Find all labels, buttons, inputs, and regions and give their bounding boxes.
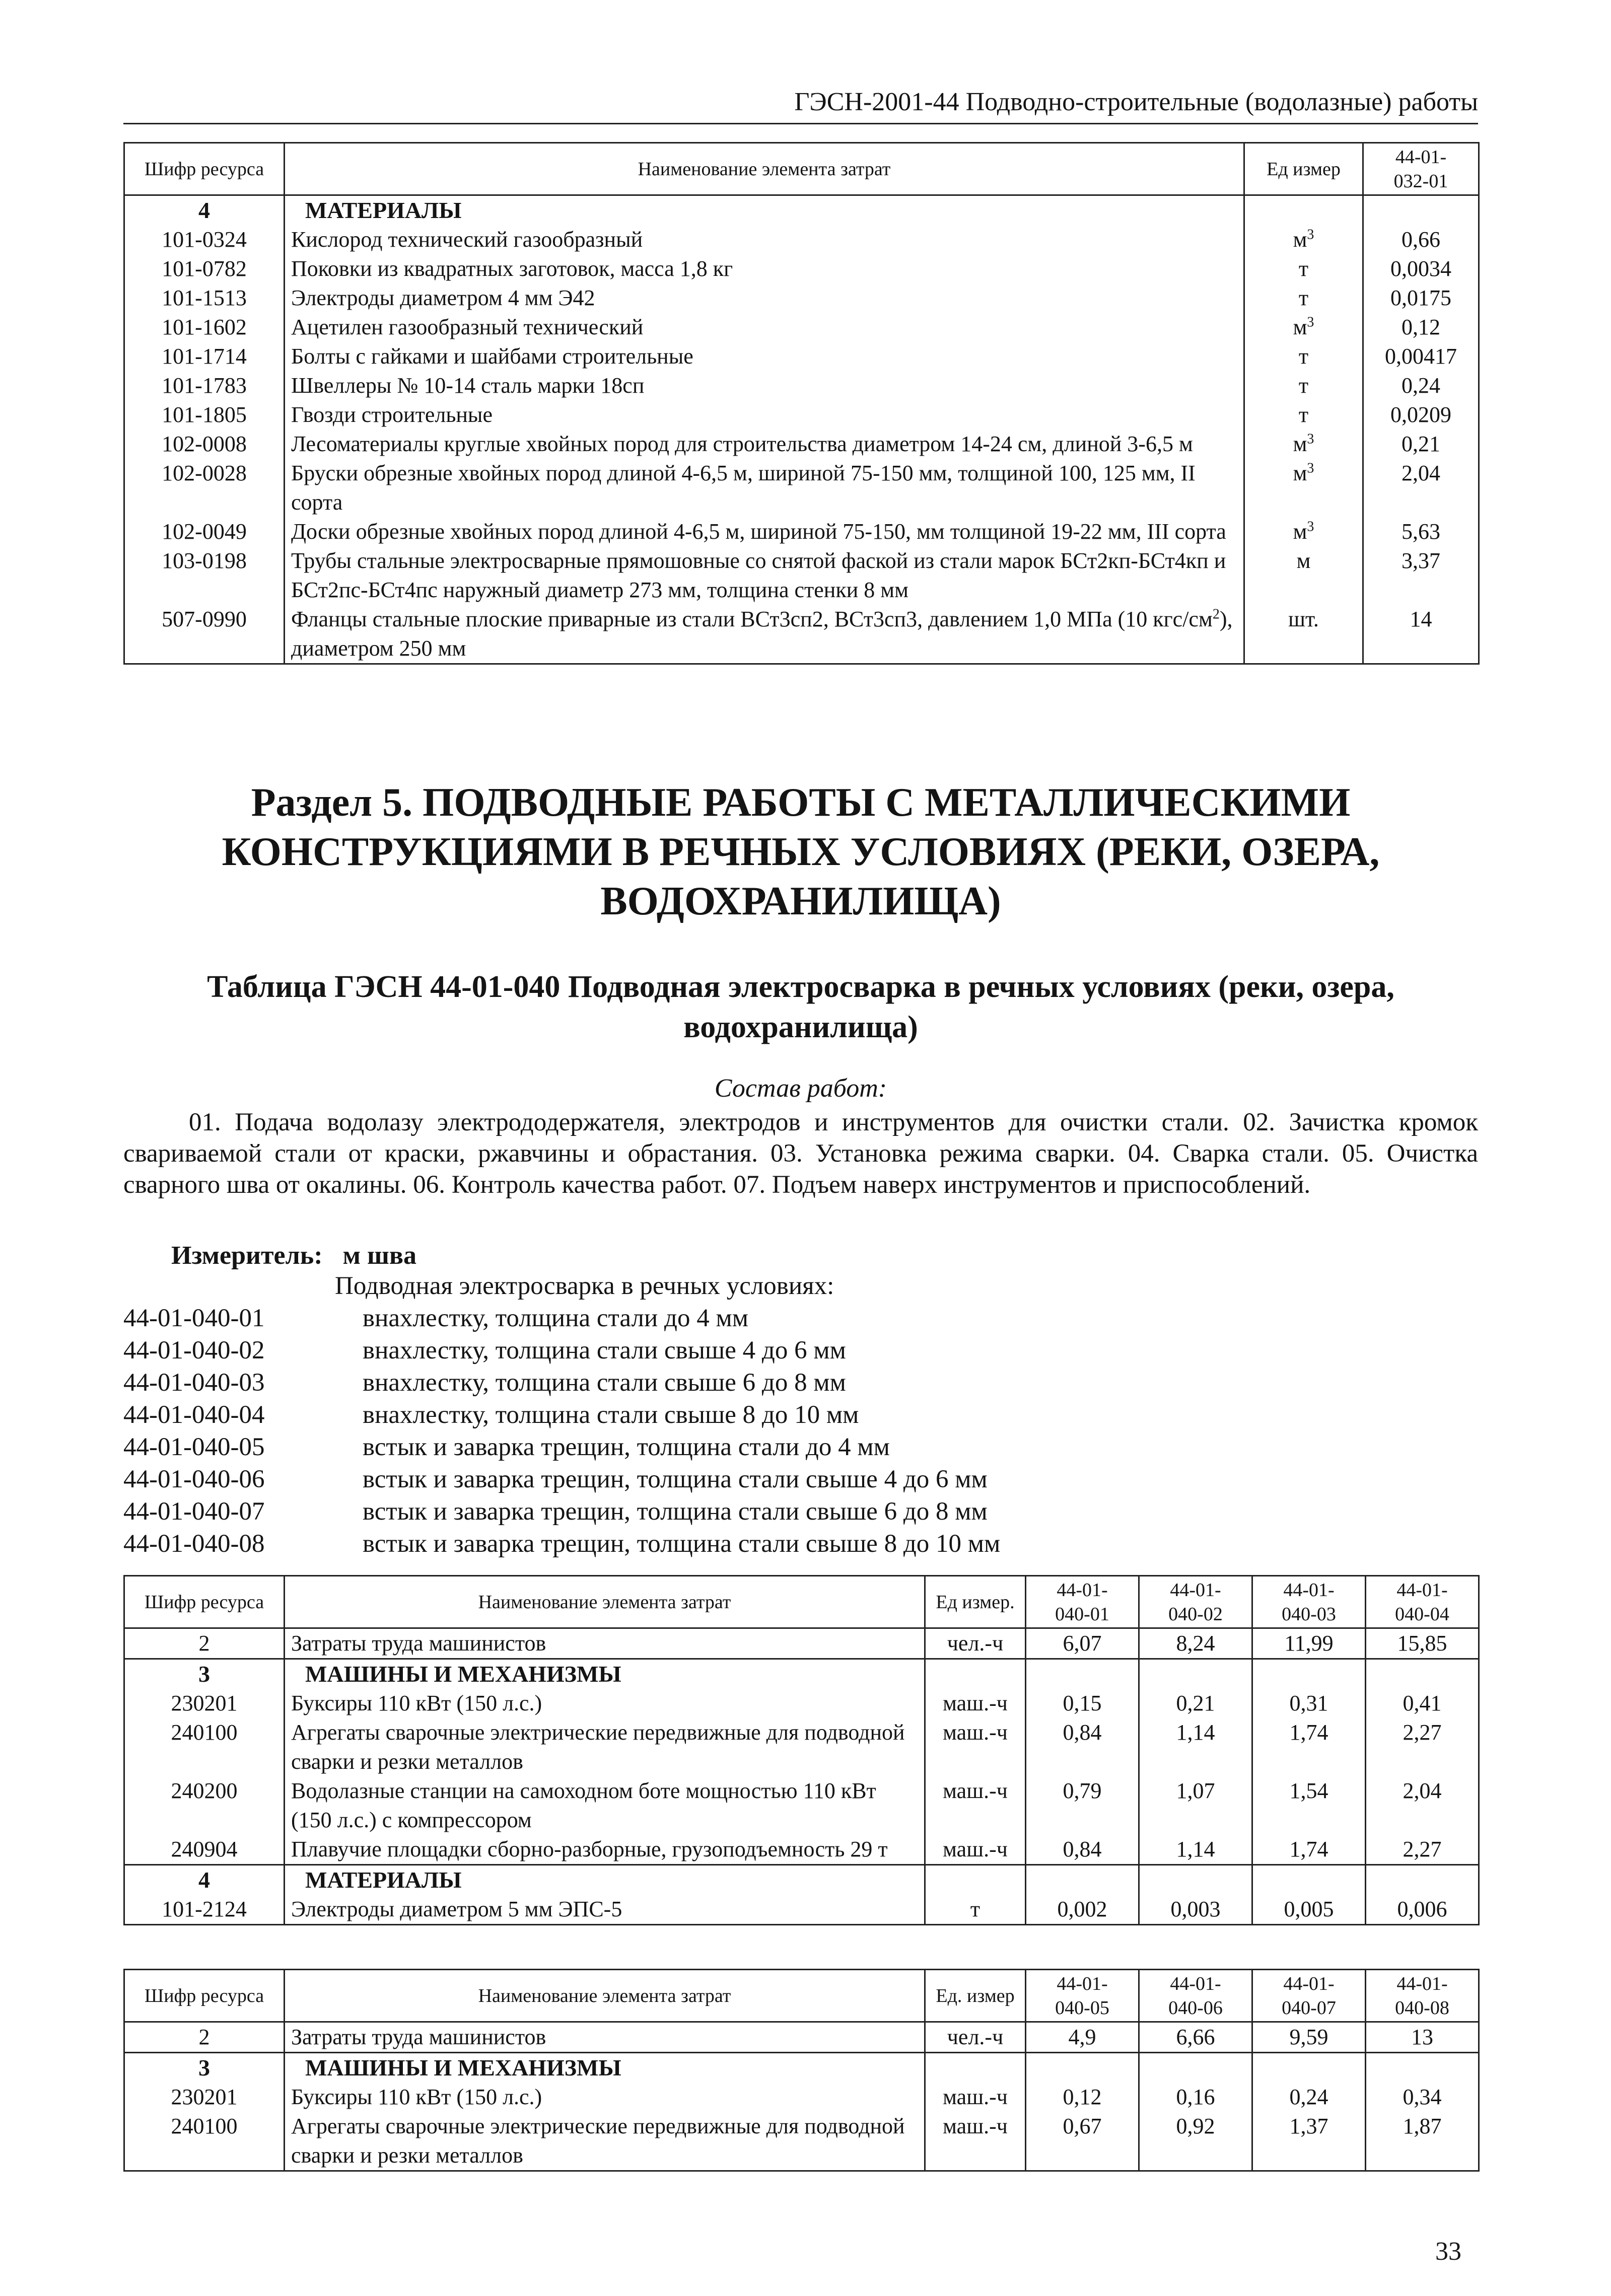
section-title: МАШИНЫ И МЕХАНИЗМЫ bbox=[285, 2053, 925, 2083]
cost-element-name: Агрегаты сварочные электрические передвижные для подводной сварки и резки металлов bbox=[285, 1718, 925, 1776]
table-row bbox=[124, 429, 1479, 459]
measure-label: Измеритель: bbox=[171, 1241, 323, 1270]
cost-element-name: Доски обрезные хвойных пород длиной 4-6,5 м, шириной 75-150, мм толщиной 19-22 мм, III сорта bbox=[285, 517, 1244, 546]
section-title: МАШИНЫ И МЕХАНИЗМЫ bbox=[285, 1659, 925, 1689]
header-norm-code: 44-01- 040-05 bbox=[1026, 1970, 1139, 2022]
norm-value: 0,005 bbox=[1252, 1895, 1366, 1925]
table-row bbox=[124, 517, 1479, 546]
norm-value: 0,003 bbox=[1139, 1895, 1252, 1925]
norm-value: 13 bbox=[1366, 2022, 1479, 2053]
resource-code: 240100 bbox=[124, 1718, 285, 1776]
cost-element-name: Ацетилен газообразный технический bbox=[285, 313, 1244, 342]
norm-description: внахлестку, толщина стали свыше 6 до 8 мм bbox=[363, 1369, 846, 1397]
table-row-labor bbox=[124, 2022, 1479, 2053]
empty-cell bbox=[1252, 2053, 1366, 2083]
norm-value: 0,84 bbox=[1026, 1718, 1139, 1776]
norm-value: 1,14 bbox=[1139, 1718, 1252, 1776]
section-row bbox=[124, 1659, 1479, 1689]
table-row bbox=[124, 254, 1479, 283]
norm-description: внахлестку, толщина стали свыше 4 до 6 мм bbox=[363, 1336, 846, 1365]
norm-value: 0,12 bbox=[1363, 313, 1479, 342]
unit: маш.-ч bbox=[925, 1689, 1026, 1718]
resource-code: 102-0049 bbox=[124, 517, 285, 546]
norm-code: 44-01-040-04 bbox=[123, 1401, 265, 1429]
empty-cell bbox=[1252, 1659, 1366, 1689]
cost-element-name: Кислород технический газообразный bbox=[285, 225, 1244, 254]
unit: т bbox=[1244, 342, 1363, 371]
table-row bbox=[124, 283, 1479, 313]
norm-description: внахлестку, толщина стали до 4 мм bbox=[363, 1304, 748, 1332]
cost-element-name: Агрегаты сварочные электрические передвижные для подводной сварки и резки металлов bbox=[285, 2112, 925, 2171]
norm-list bbox=[123, 1270, 1478, 1560]
section-row bbox=[124, 1865, 1479, 1895]
cost-element-name: Поковки из квадратных заготовок, масса 1,8 кг bbox=[285, 254, 1244, 283]
table-row bbox=[124, 2112, 1479, 2171]
cost-element-name: Швеллеры № 10-14 сталь марки 18сп bbox=[285, 371, 1244, 400]
norm-value: 0,79 bbox=[1026, 1776, 1139, 1835]
section-row bbox=[124, 195, 1479, 226]
norm-value: 1,74 bbox=[1252, 1718, 1366, 1776]
materials-table-032 bbox=[123, 142, 1480, 665]
norm-value: 2,04 bbox=[1366, 1776, 1479, 1835]
unit: маш.-ч bbox=[925, 1718, 1026, 1776]
resource-code: 101-2124 bbox=[124, 1895, 285, 1925]
cost-element-name: Фланцы стальные плоские приварные из стали ВСт3сп2, ВСт3сп3, давлением 1,0 МПа (10 кгс/$см^2$), диаметром 250 мм bbox=[285, 605, 1244, 664]
cost-element-name: Электроды диаметром 5 мм ЭПС-5 bbox=[285, 1895, 925, 1925]
unit: $м^3$ bbox=[1244, 313, 1363, 342]
page-header bbox=[123, 85, 1478, 124]
empty-cell bbox=[1026, 2053, 1139, 2083]
table-row bbox=[124, 1689, 1479, 1718]
norm-value: 1,07 bbox=[1139, 1776, 1252, 1835]
table-heading: Таблица ГЭСН 44-01-040 Подводная электросварка в речных условиях (реки, озера, водохранилища) bbox=[207, 970, 1394, 1044]
norm-value: 1,14 bbox=[1139, 1835, 1252, 1865]
table-header-row bbox=[124, 143, 1479, 195]
table-row bbox=[124, 342, 1479, 371]
norm-value: 3,37 bbox=[1363, 546, 1479, 605]
table-row bbox=[124, 400, 1479, 429]
unit: чел.-ч bbox=[925, 2022, 1026, 2053]
header-unit: Ед измер bbox=[1244, 143, 1363, 195]
cost-element-name: Гвозди строительные bbox=[285, 400, 1244, 429]
header-norm-code: 44-01- 040-08 bbox=[1366, 1970, 1479, 2022]
norm-code: 44-01-040-07 bbox=[123, 1497, 265, 1526]
norm-value: 15,85 bbox=[1366, 1628, 1479, 1659]
norm-items bbox=[123, 1302, 1478, 1560]
norm-code: 44-01-040-01 bbox=[123, 1304, 265, 1332]
norm-value: 0,006 bbox=[1366, 1895, 1479, 1925]
norm-item bbox=[123, 1367, 1478, 1399]
empty-cell bbox=[1139, 2053, 1252, 2083]
empty-cell bbox=[1139, 1659, 1252, 1689]
unit: т bbox=[1244, 400, 1363, 429]
norm-item bbox=[123, 1302, 1478, 1334]
table-row bbox=[124, 1835, 1479, 1865]
header-norm-code: 44-01- 040-06 bbox=[1139, 1970, 1252, 2022]
unit: $м^3$ bbox=[1244, 459, 1363, 517]
header-norm-code: 44-01- 040-07 bbox=[1252, 1970, 1366, 2022]
norm-description: встык и заварка трещин, толщина стали свыше 4 до 6 мм bbox=[363, 1465, 988, 1493]
norms-table-01-04 bbox=[123, 1575, 1480, 1925]
header-norm-code: 44-01- 040-03 bbox=[1252, 1576, 1366, 1628]
table-row bbox=[124, 605, 1479, 664]
norm-code: 44-01-040-05 bbox=[123, 1433, 265, 1461]
norm-value: 0,002 bbox=[1026, 1895, 1139, 1925]
norm-value: 2,27 bbox=[1366, 1718, 1479, 1776]
cost-element-name: Буксиры 110 кВт (150 л.с.) bbox=[285, 2083, 925, 2112]
unit: $м^3$ bbox=[1244, 517, 1363, 546]
norm-value: 6,66 bbox=[1139, 2022, 1252, 2053]
measure-line bbox=[171, 1240, 416, 1272]
resource-code: 2 bbox=[124, 2022, 285, 2053]
unit: маш.-ч bbox=[925, 2112, 1026, 2171]
header-unit: Ед измер. bbox=[925, 1576, 1026, 1628]
norm-value: 1,87 bbox=[1366, 2112, 1479, 2171]
table-row bbox=[124, 225, 1479, 254]
header-norm-code: 44-01- 040-02 bbox=[1139, 1576, 1252, 1628]
norm-description: встык и заварка трещин, толщина стали до 4 мм bbox=[363, 1433, 890, 1461]
cost-element-name: Плавучие площадки сборно-разборные, грузоподъемность 29 т bbox=[285, 1835, 925, 1865]
section-code: 4 bbox=[124, 195, 285, 226]
header-unit: Ед. измер bbox=[925, 1970, 1026, 2022]
table-row bbox=[124, 371, 1479, 400]
unit: т bbox=[925, 1895, 1026, 1925]
unit: маш.-ч bbox=[925, 1835, 1026, 1865]
norm-value: 0,21 bbox=[1363, 429, 1479, 459]
norm-value: 0,21 bbox=[1139, 1689, 1252, 1718]
norm-item bbox=[123, 1431, 1478, 1463]
resource-code: 101-1805 bbox=[124, 400, 285, 429]
empty-cell bbox=[1366, 2053, 1479, 2083]
norm-value: 0,92 bbox=[1139, 2112, 1252, 2171]
norm-value: 11,99 bbox=[1252, 1628, 1366, 1659]
empty-cell bbox=[925, 2053, 1026, 2083]
norm-value: 0,12 bbox=[1026, 2083, 1139, 2112]
norm-value: 0,0175 bbox=[1363, 283, 1479, 313]
section-code: 4 bbox=[124, 1865, 285, 1895]
resource-code: 102-0028 bbox=[124, 459, 285, 517]
resource-code: 101-1783 bbox=[124, 371, 285, 400]
empty-cell bbox=[1026, 1659, 1139, 1689]
norms-rows bbox=[124, 1628, 1479, 1925]
norm-value: 6,07 bbox=[1026, 1628, 1139, 1659]
resource-code: 101-0782 bbox=[124, 254, 285, 283]
header-norm-code: 44-01- 040-01 bbox=[1026, 1576, 1139, 1628]
resource-code: 240100 bbox=[124, 2112, 285, 2171]
resource-code: 101-1714 bbox=[124, 342, 285, 371]
norm-value: 0,34 bbox=[1366, 2083, 1479, 2112]
norm-description: встык и заварка трещин, толщина стали свыше 6 до 8 мм bbox=[363, 1497, 988, 1526]
cost-element-name: Электроды диаметром 4 мм Э42 bbox=[285, 283, 1244, 313]
norm-value: 0,67 bbox=[1026, 2112, 1139, 2171]
norm-value: 0,84 bbox=[1026, 1835, 1139, 1865]
cost-element-name: Бруски обрезные хвойных пород длиной 4-6,5 м, шириной 75-150 мм, толщиной 100, 125 мм, II сорта bbox=[285, 459, 1244, 517]
norm-value: 5,63 bbox=[1363, 517, 1479, 546]
norm-item bbox=[123, 1528, 1478, 1560]
section-heading: Раздел 5. ПОДВОДНЫЕ РАБОТЫ С МЕТАЛЛИЧЕСКИМИ КОНСТРУКЦИЯМИ В РЕЧНЫХ УСЛОВИЯХ (РЕКИ, ОЗЕРА, ВОДОХРАНИЛИЩА) bbox=[222, 780, 1380, 923]
header-cost-element: Наименование элемента затрат bbox=[285, 143, 1244, 195]
section-row bbox=[124, 2053, 1479, 2083]
norm-list-heading: Подводная электросварка в речных условиях: bbox=[335, 1272, 834, 1300]
work-composition-title: Состав работ: bbox=[714, 1074, 887, 1103]
norm-value: 14 bbox=[1363, 605, 1479, 664]
norm-value: 0,0034 bbox=[1363, 254, 1479, 283]
unit: т bbox=[1244, 371, 1363, 400]
cost-element-name: Болты с гайками и шайбами строительные bbox=[285, 342, 1244, 371]
norm-value: 2,27 bbox=[1366, 1835, 1479, 1865]
resource-code: 102-0008 bbox=[124, 429, 285, 459]
norm-value: 0,00417 bbox=[1363, 342, 1479, 371]
resource-code: 240200 bbox=[124, 1776, 285, 1835]
table-row bbox=[124, 313, 1479, 342]
header-resource-code: Шифр ресурса bbox=[124, 1576, 285, 1628]
section-code: 3 bbox=[124, 1659, 285, 1689]
cost-element-name: Водолазные станции на самоходном боте мощностью 110 кВт (150 л.с.) с компрессором bbox=[285, 1776, 925, 1835]
empty-cell bbox=[1366, 1659, 1479, 1689]
measure-value: м шва bbox=[342, 1241, 417, 1270]
norm-value: 0,15 bbox=[1026, 1689, 1139, 1718]
norm-description: внахлестку, толщина стали свыше 8 до 10 мм bbox=[363, 1401, 859, 1429]
norm-value: 0,41 bbox=[1366, 1689, 1479, 1718]
unit: $м^3$ bbox=[1244, 225, 1363, 254]
norm-value: 0,0209 bbox=[1363, 400, 1479, 429]
unit: шт. bbox=[1244, 605, 1363, 664]
table-header-row bbox=[124, 1576, 1479, 1628]
resource-code: 507-0990 bbox=[124, 605, 285, 664]
unit: чел.-ч bbox=[925, 1628, 1026, 1659]
cost-element-name: Трубы стальные электросварные прямошовные со снятой фаской из стали марок БСт2кп-БСт4кп и БСт2пс-БСт4пс наружный диаметр 273 мм, толщина стенки 8 мм bbox=[285, 546, 1244, 605]
cost-element-name: Буксиры 110 кВт (150 л.с.) bbox=[285, 1689, 925, 1718]
norm-value: 1,54 bbox=[1252, 1776, 1366, 1835]
resource-code: 240904 bbox=[124, 1835, 285, 1865]
norm-item bbox=[123, 1334, 1478, 1367]
empty-cell bbox=[1366, 1865, 1479, 1895]
header-title: ГЭСН-2001-44 Подводно-строительные (водолазные) работы bbox=[794, 88, 1478, 116]
norm-value: 0,24 bbox=[1363, 371, 1479, 400]
section-title: МАТЕРИАЛЫ bbox=[285, 195, 1244, 226]
work-composition-text: 01. Подача водолазу электрододержателя, электродов и инструментов для очистки стали. 02. Зачистка кромок свариваемой стали от краски, ржавчины и обрастания. 03. Установка режима сварки. 04. Сварка стали. 05. Очистка сварного шва от окалины. 06. Контроль качества работ. 07. Подъем наверх инструментов и приспособлений. bbox=[123, 1108, 1478, 1199]
empty-cell bbox=[925, 1659, 1026, 1689]
header-norm-code: 44-01- 032-01 bbox=[1363, 143, 1479, 195]
resource-code: 101-1602 bbox=[124, 313, 285, 342]
materials-rows bbox=[124, 225, 1479, 605]
header-cost-element: Наименование элемента затрат bbox=[285, 1970, 925, 2022]
norm-item bbox=[123, 1495, 1478, 1528]
unit: маш.-ч bbox=[925, 1776, 1026, 1835]
resource-code: 2 bbox=[124, 1628, 285, 1659]
table-row-labor bbox=[124, 1628, 1479, 1659]
norm-value: 1,37 bbox=[1252, 2112, 1366, 2171]
section-code: 3 bbox=[124, 2053, 285, 2083]
unit: $м^3$ bbox=[1244, 429, 1363, 459]
table-row bbox=[124, 1718, 1479, 1776]
cost-element-name: Затраты труда машинистов bbox=[285, 2022, 925, 2053]
norm-code: 44-01-040-06 bbox=[123, 1465, 265, 1493]
norm-value: 1,74 bbox=[1252, 1835, 1366, 1865]
norm-item bbox=[123, 1463, 1478, 1495]
empty-cell bbox=[1026, 1865, 1139, 1895]
unit: м bbox=[1244, 546, 1363, 605]
unit: т bbox=[1244, 283, 1363, 313]
cost-element-name: Лесоматериалы круглые хвойных пород для строительства диаметром 14-24 см, длиной 3-6,5 м bbox=[285, 429, 1244, 459]
page-number: 33 bbox=[1435, 2237, 1461, 2266]
header-cost-element: Наименование элемента затрат bbox=[285, 1576, 925, 1628]
norm-code: 44-01-040-02 bbox=[123, 1336, 265, 1365]
table-row bbox=[124, 1776, 1479, 1835]
norm-value: 0,66 bbox=[1363, 225, 1479, 254]
empty-cell bbox=[925, 1865, 1026, 1895]
norms-table-05-08 bbox=[123, 1969, 1480, 2172]
norm-description: встык и заварка трещин, толщина стали свыше 8 до 10 мм bbox=[363, 1530, 1001, 1558]
unit: маш.-ч bbox=[925, 2083, 1026, 2112]
norm-value: 9,59 bbox=[1252, 2022, 1366, 2053]
table-row bbox=[124, 1895, 1479, 1925]
cost-element-name: Затраты труда машинистов bbox=[285, 1628, 925, 1659]
norm-value: 2,04 bbox=[1363, 459, 1479, 517]
empty-cell bbox=[1252, 1865, 1366, 1895]
resource-code: 101-0324 bbox=[124, 225, 285, 254]
norms-rows bbox=[124, 2022, 1479, 2171]
header-norm-code: 44-01- 040-04 bbox=[1366, 1576, 1479, 1628]
norm-value: 0,16 bbox=[1139, 2083, 1252, 2112]
norm-value: 4,9 bbox=[1026, 2022, 1139, 2053]
resource-code: 230201 bbox=[124, 2083, 285, 2112]
norm-value: 0,24 bbox=[1252, 2083, 1366, 2112]
table-row bbox=[124, 459, 1479, 517]
table-header-row bbox=[124, 1970, 1479, 2022]
empty-cell bbox=[1139, 1865, 1252, 1895]
header-resource-code: Шифр ресурса bbox=[124, 1970, 285, 2022]
header-resource-code: Шифр ресурса bbox=[124, 143, 285, 195]
unit: т bbox=[1244, 254, 1363, 283]
resource-code: 230201 bbox=[124, 1689, 285, 1718]
resource-code: 101-1513 bbox=[124, 283, 285, 313]
table-row bbox=[124, 546, 1479, 605]
norm-code: 44-01-040-03 bbox=[123, 1369, 265, 1397]
norm-value: 0,31 bbox=[1252, 1689, 1366, 1718]
norm-value: 8,24 bbox=[1139, 1628, 1252, 1659]
section-title: МАТЕРИАЛЫ bbox=[285, 1865, 925, 1895]
table-row bbox=[124, 2083, 1479, 2112]
resource-code: 103-0198 bbox=[124, 546, 285, 605]
norm-code: 44-01-040-08 bbox=[123, 1530, 265, 1558]
norm-item bbox=[123, 1399, 1478, 1431]
